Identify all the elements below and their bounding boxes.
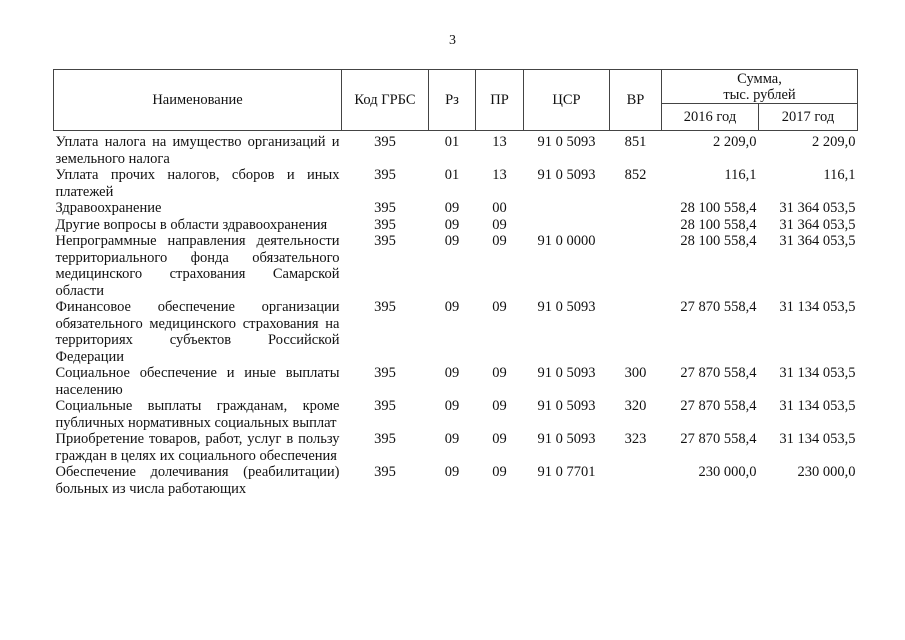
table-row [54,233,858,299]
cell-csr: 91 0 5093 [537,365,596,381]
cell-sum-2017: 31 134 053,5 [779,299,856,315]
cell-name: Приобретение товаров, работ, услуг в пользу граждан в целях их социального обеспечения [55,431,340,464]
cell-rz: 09 [444,200,460,216]
cell-rz: 09 [444,233,460,249]
cell-name: Социальные выплаты гражданам, кроме публичных нормативных социальных выплат [55,398,340,431]
cell-sum-2016: 27 870 558,4 [680,299,757,315]
cell-grbs: 395 [374,365,396,381]
cell-rz: 01 [444,134,460,150]
cell-grbs: 395 [374,167,396,183]
col-header-sum: Сумма, тыс. рублей [662,70,858,104]
col-header-csr: ЦСР [524,70,610,131]
cell-grbs: 395 [374,233,396,249]
cell-sum-2017: 116,1 [823,167,856,183]
cell-sum-2016: 28 100 558,4 [680,216,757,233]
cell-sum-2016: 28 100 558,4 [680,233,757,249]
cell-name: Уплата налога на имущество организаций и земельного налога [55,134,340,167]
col-header-vr: ВР [610,70,662,131]
cell-csr [524,217,610,234]
cell-grbs: 395 [374,200,396,216]
cell-vr [610,464,662,497]
table-row [54,131,858,168]
cell-pr: 09 [492,233,507,249]
cell-pr: 09 [492,431,507,447]
cell-grbs: 395 [374,216,396,233]
cell-sum-2017: 31 134 053,5 [779,365,856,381]
table-row [54,200,858,217]
table-row [54,217,858,234]
cell-pr: 00 [492,200,507,216]
cell-pr: 13 [492,134,507,150]
cell-name: Уплата прочих налогов, сборов и иных платежей [55,167,340,200]
cell-sum-2016: 27 870 558,4 [680,365,757,381]
cell-name: Социальное обеспечение и иные выплаты населению [55,365,340,398]
cell-sum-2017: 230 000,0 [797,464,856,480]
header-row [54,70,858,104]
table-row [54,398,858,431]
cell-grbs: 395 [374,431,396,447]
col-header-2016: 2016 год [662,104,759,131]
cell-sum-2017: 31 134 053,5 [779,431,856,447]
col-header-2017: 2017 год [759,104,858,131]
cell-rz: 09 [444,464,460,480]
cell-sum-2017: 2 209,0 [812,134,856,150]
col-header-grbs: Код ГРБС [342,70,429,131]
cell-vr [610,217,662,234]
cell-sum-2016: 27 870 558,4 [680,398,757,414]
cell-grbs: 395 [374,398,396,414]
table-row [54,431,858,464]
cell-vr: 852 [624,167,647,183]
table-row [54,167,858,200]
cell-sum-2017: 31 364 053,5 [779,216,856,233]
cell-name: Здравоохранение [55,200,162,216]
col-header-pr: ПР [476,70,524,131]
cell-sum-2016: 27 870 558,4 [680,431,757,447]
cell-vr: 300 [624,365,647,381]
cell-csr: 91 0 5093 [537,299,596,315]
cell-sum-2016: 28 100 558,4 [680,200,757,216]
cell-name: Другие вопросы в области здравоохранения [55,216,328,233]
cell-vr [610,233,662,299]
cell-name: Непрограммные направления деятельности территориального фонда обязательного медицинского страхования Самарской области [55,233,340,299]
cell-grbs: 395 [374,134,396,150]
cell-pr: 09 [492,365,507,381]
cell-vr: 323 [624,431,647,447]
cell-pr: 09 [492,216,507,233]
cell-sum-2016: 2 209,0 [713,134,757,150]
cell-pr: 09 [492,464,507,480]
cell-csr [524,200,610,217]
cell-name: Финансовое обеспечение организации обязательного медицинского страхования на территориях субъектов Российской Федерации [55,299,340,365]
cell-csr: 91 0 7701 [537,464,596,480]
cell-name: Обеспечение долечивания (реабилитации) больных из числа работающих [55,464,340,497]
cell-csr: 91 0 5093 [537,431,596,447]
cell-sum-2016: 116,1 [724,167,757,183]
cell-rz: 09 [444,398,460,414]
cell-sum-2017: 31 364 053,5 [779,200,856,216]
cell-rz: 09 [444,365,460,381]
col-header-rz: Рз [429,70,476,131]
table-body [54,131,858,498]
table-row [54,299,858,365]
budget-table [53,69,858,497]
cell-rz: 09 [444,299,460,315]
table-row [54,365,858,398]
cell-csr: 91 0 5093 [537,134,596,150]
cell-vr: 851 [624,134,647,150]
cell-sum-2017: 31 134 053,5 [779,398,856,414]
cell-pr: 09 [492,299,507,315]
cell-pr: 13 [492,167,507,183]
cell-vr [610,299,662,365]
cell-sum-2017: 31 364 053,5 [779,233,856,249]
cell-pr: 09 [492,398,507,414]
cell-csr: 91 0 5093 [537,167,596,183]
cell-csr: 91 0 5093 [537,398,596,414]
cell-rz: 01 [444,167,460,183]
col-header-name: Наименование [54,70,342,131]
cell-rz: 09 [444,216,460,233]
cell-grbs: 395 [374,464,396,480]
cell-rz: 09 [444,431,460,447]
cell-vr: 320 [624,398,647,414]
cell-sum-2016: 230 000,0 [698,464,757,480]
page-number: 3 [449,33,456,48]
cell-vr [610,200,662,217]
table-row [54,464,858,497]
cell-csr: 91 0 0000 [537,233,596,249]
cell-grbs: 395 [374,299,396,315]
